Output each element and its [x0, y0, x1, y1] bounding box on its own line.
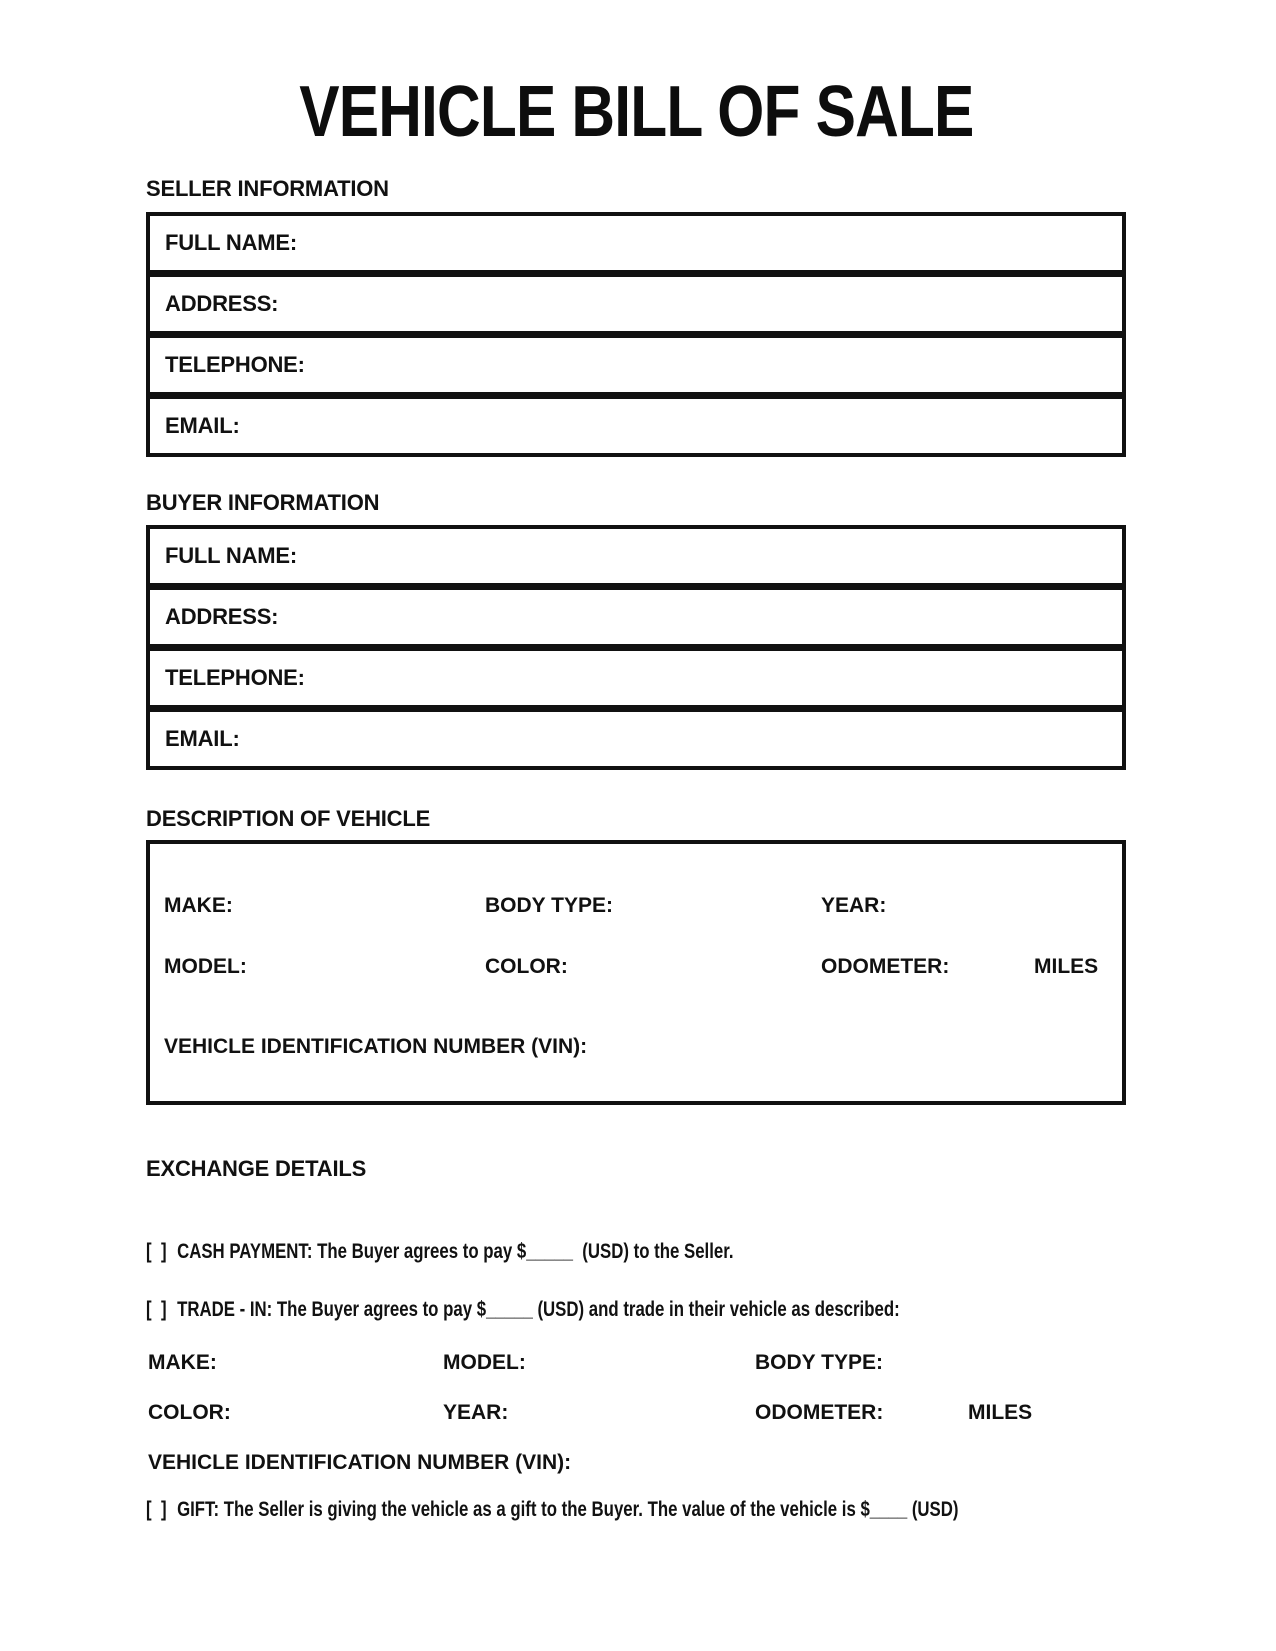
- page-title-wrap: [146, 72, 1126, 152]
- buyer-address-field[interactable]: [278, 590, 1122, 644]
- cash-payment-checkbox[interactable]: [ ]: [146, 1240, 170, 1263]
- buyer-email-field[interactable]: [240, 712, 1122, 766]
- seller-address-row[interactable]: [146, 273, 1126, 335]
- trade-in-text: TRADE - IN: The Buyer agrees to pay $_____ (USD) and trade in their vehicle as described:: [177, 1298, 900, 1321]
- trade-body-type-label: BODY TYPE:: [755, 1351, 883, 1374]
- vehicle-body-type-label: BODY TYPE:: [485, 894, 613, 917]
- buyer-email-row[interactable]: [146, 708, 1126, 770]
- vehicle-row-2: [164, 955, 1122, 979]
- trade-make-label: MAKE:: [148, 1351, 217, 1374]
- gift-line: [146, 1498, 959, 1522]
- cash-payment-text: CASH PAYMENT: The Buyer agrees to pay $_____ (USD) to the Seller.: [177, 1240, 734, 1263]
- buyer-full-name-label: FULL NAME:: [165, 543, 298, 568]
- vehicle-section-heading: DESCRIPTION OF VEHICLE: [146, 806, 431, 831]
- seller-telephone-label: TELEPHONE:: [165, 352, 305, 377]
- seller-section-heading: SELLER INFORMATION: [146, 176, 389, 201]
- vehicle-miles-label: MILES: [1034, 955, 1099, 978]
- trade-in-checkbox[interactable]: [ ]: [146, 1298, 170, 1321]
- trade-color-label: COLOR:: [148, 1401, 231, 1424]
- seller-email-label: EMAIL:: [165, 413, 240, 438]
- trade-model-label: MODEL:: [443, 1351, 526, 1374]
- gift-checkbox[interactable]: [ ]: [146, 1498, 170, 1521]
- buyer-telephone-label: TELEPHONE:: [165, 665, 305, 690]
- vehicle-model-label: MODEL:: [164, 955, 247, 978]
- seller-full-name-label: FULL NAME:: [165, 230, 298, 255]
- seller-full-name-field[interactable]: [297, 216, 1122, 270]
- seller-email-field[interactable]: [240, 399, 1122, 453]
- vehicle-year-label: YEAR:: [821, 894, 887, 917]
- buyer-full-name-field[interactable]: [297, 529, 1122, 583]
- cash-payment-line: [146, 1240, 930, 1264]
- trade-odometer-label: ODOMETER:: [755, 1401, 884, 1424]
- seller-address-label: ADDRESS:: [165, 291, 279, 316]
- buyer-info-box: [146, 525, 1126, 770]
- trade-in-row-2: [146, 1401, 1126, 1425]
- seller-telephone-row[interactable]: [146, 334, 1126, 396]
- buyer-telephone-field[interactable]: [305, 651, 1122, 705]
- trade-vin-label: VEHICLE IDENTIFICATION NUMBER (VIN):: [148, 1451, 572, 1474]
- seller-telephone-field[interactable]: [305, 338, 1122, 392]
- trade-miles-label: MILES: [968, 1401, 1033, 1424]
- vehicle-description-box: [146, 840, 1126, 1105]
- seller-full-name-row[interactable]: [146, 212, 1126, 274]
- page-title: VEHICLE BILL OF SALE: [298, 72, 974, 152]
- seller-email-row[interactable]: [146, 395, 1126, 457]
- vehicle-row-1: [164, 894, 1122, 918]
- buyer-address-label: ADDRESS:: [165, 604, 279, 629]
- exchange-section-heading: EXCHANGE DETAILS: [146, 1156, 367, 1181]
- gift-text: GIFT: The Seller is giving the vehicle as a gift to the Buyer. The value of the vehicle is $____ (USD): [177, 1498, 959, 1521]
- buyer-full-name-row[interactable]: [146, 525, 1126, 587]
- trade-in-row-1: [146, 1351, 1126, 1375]
- buyer-telephone-row[interactable]: [146, 647, 1126, 709]
- vehicle-odometer-label: ODOMETER:: [821, 955, 950, 978]
- trade-year-label: YEAR:: [443, 1401, 509, 1424]
- vehicle-vin-label: VEHICLE IDENTIFICATION NUMBER (VIN):: [164, 1035, 588, 1058]
- buyer-section-heading: BUYER INFORMATION: [146, 490, 380, 515]
- vehicle-color-label: COLOR:: [485, 955, 568, 978]
- seller-address-field[interactable]: [278, 277, 1122, 331]
- buyer-email-label: EMAIL:: [165, 726, 240, 751]
- seller-info-box: [146, 212, 1126, 457]
- vehicle-make-label: MAKE:: [164, 894, 233, 917]
- buyer-address-row[interactable]: [146, 586, 1126, 648]
- trade-in-line: [146, 1298, 930, 1322]
